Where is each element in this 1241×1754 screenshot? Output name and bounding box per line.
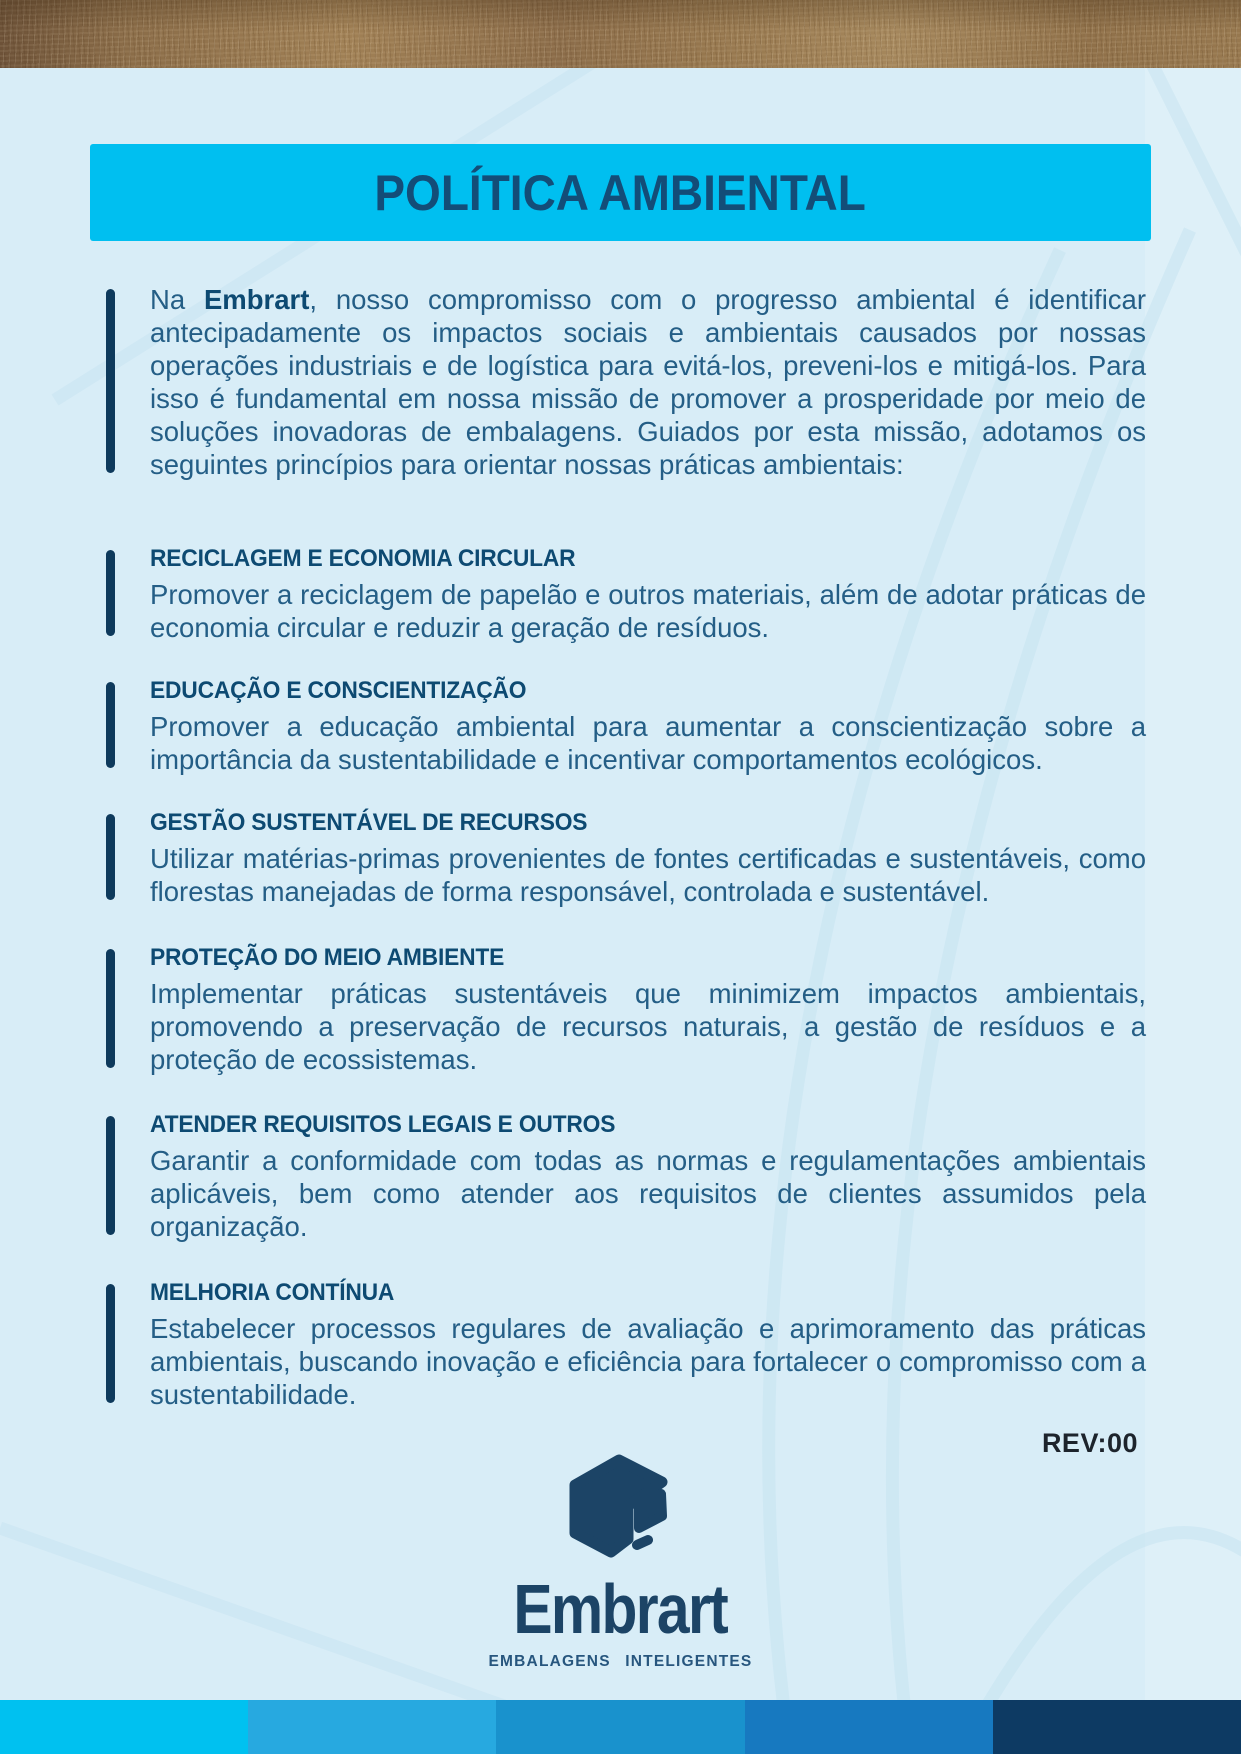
policy-section	[106, 544, 1146, 644]
policy-section	[106, 676, 1146, 776]
section-body: Utilizar matérias-primas provenientes de fontes certificadas e sustentáveis, como florestas manejadas de forma responsável, controlada e sustentável.	[150, 843, 1146, 907]
footer-strip-segment	[0, 1700, 248, 1754]
section-title: RECICLAGEM E ECONOMIA CIRCULAR	[150, 545, 576, 572]
revision-label: REV:00	[1041, 1428, 1138, 1458]
policy-section	[106, 943, 1146, 1076]
section-body: Garantir a conformidade com todas as normas e regulamentações ambientais aplicáveis, bem como atender aos requisitos de clientes assumidos pela organização.	[150, 1145, 1146, 1242]
footer-strip-segment	[993, 1700, 1241, 1754]
logo-tagline: EMBALAGENS INTELIGENTES	[488, 1653, 753, 1670]
embrart-box-icon	[569, 1452, 673, 1568]
policy-section	[106, 1278, 1146, 1411]
brand-name: Embrart	[203, 284, 310, 315]
page-title: POLÍTICA AMBIENTAL	[374, 164, 867, 221]
section-title: GESTÃO SUSTENTÁVEL DE RECURSOS	[150, 809, 588, 836]
section-title: ATENDER REQUISITOS LEGAIS E OUTROS	[150, 1111, 616, 1138]
intro-rest: , nosso compromisso com o progresso ambiental é identificar antecipadamente os impactos sociais e ambientais causados por nossas operações industriais e de logística para evitá-los, preveni-los e mitigá-los. Para isso é fundamental em nossa missão de promover a prosperidade por meio de soluções inovadoras de embalagens. Guiados por esta missão, adotamos os seguintes princípios para orientar nossas práticas ambientais:	[150, 284, 1147, 480]
section-body: Promover a reciclagem de papelão e outros materiais, além de adotar práticas de economia circular e reduzir a geração de resíduos.	[150, 579, 1146, 643]
section-title: EDUCAÇÃO E CONSCIENTIZAÇÃO	[150, 677, 527, 704]
section-title: MELHORIA CONTÍNUA	[150, 1279, 395, 1306]
section-body: Implementar práticas sustentáveis que minimizem impactos ambientais, promovendo a preservação de recursos naturais, a gestão de resíduos e a proteção de ecossistemas.	[150, 978, 1146, 1075]
policy-section	[106, 1110, 1146, 1243]
policy-section	[106, 808, 1146, 908]
footer-color-strips	[0, 1700, 1241, 1754]
footer-strip-segment	[248, 1700, 496, 1754]
section-body: Estabelecer processos regulares de avaliação e aprimoramento das práticas ambientais, buscando inovação e eficiência para fortalecer o compromisso com a sustentabilidade.	[150, 1313, 1146, 1410]
section-title: PROTEÇÃO DO MEIO AMBIENTE	[150, 944, 505, 971]
intro-paragraph-block	[106, 283, 1146, 481]
policy-title-band	[90, 144, 1151, 241]
kraft-paper-strip	[0, 0, 1241, 68]
footer-strip-segment	[745, 1700, 993, 1754]
section-body: Promover a educação ambiental para aumentar a conscientização sobre a importância da sustentabilidade e incentivar comportamentos ecológicos.	[150, 711, 1146, 775]
embrart-logo	[0, 1452, 1241, 1671]
intro-paragraph	[150, 283, 1146, 481]
intro-lead: Na	[150, 284, 204, 315]
logo-wordmark: Embrart	[513, 1570, 728, 1648]
footer-strip-segment	[496, 1700, 744, 1754]
